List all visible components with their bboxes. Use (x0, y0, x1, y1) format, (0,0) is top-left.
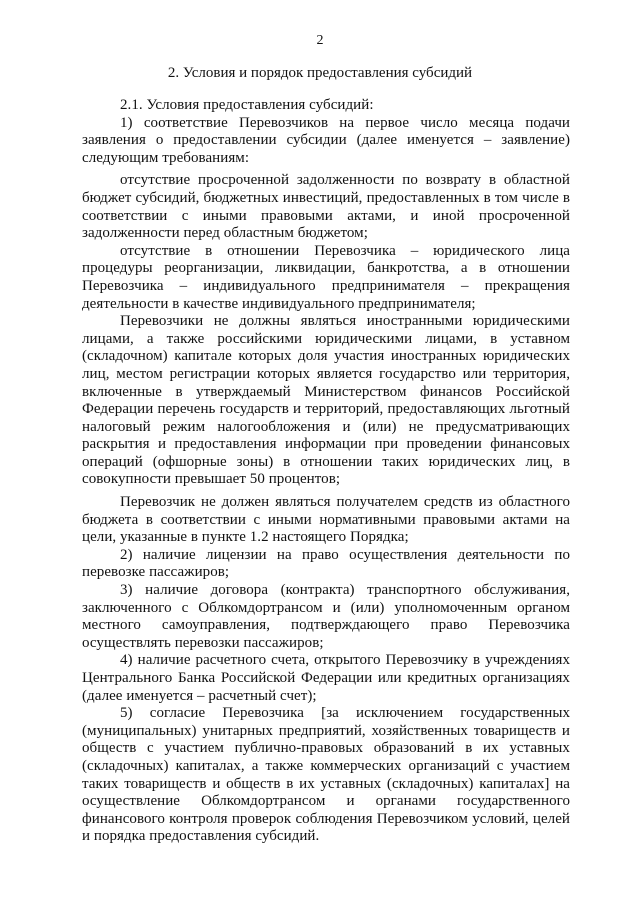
paragraph-not-recipient: Перевозчик не должен являться получателем средств из областного бюджета в соответствии с иными нормативными правовыми актами на цели, указанные в пункте 1.2 настоящего Порядка; (82, 494, 570, 546)
paragraph-condition-4: 4) наличие расчетного счета, открытого Перевозчику в учреждениях Центрального Банка Российской Федерации или кредитных организациях (далее именуется – расчетный счет); (82, 652, 570, 704)
paragraph-no-reorganization: отсутствие в отношении Перевозчика – юридического лица процедуры реорганизации, ликвидации, банкротства, а в отношении Перевозчика – индивидуального предпринимателя – прекращения деятельности в качестве индивидуального предпринимателя; (82, 242, 570, 312)
page-number: 2 (316, 33, 324, 48)
paragraph-condition-2: 2) наличие лицензии на право осуществления деятельности по перевозке пассажиров; (82, 546, 570, 581)
paragraph-subsection-heading: 2.1. Условия предоставления субсидий: (120, 97, 374, 113)
paragraph-condition-1: 1) соответствие Перевозчиков на первое число месяца подачи заявления о предоставлении субсидии (далее именуется – заявление) следующим требованиям: (82, 114, 570, 166)
section-title: 2. Условия и порядок предоставления субсидий (167, 65, 473, 81)
paragraph-condition-3: 3) наличие договора (контракта) транспортного обслуживания, заключенного с Облкомдортрансом и (или) уполномоченным органом местного самоуправления, подтверждающего право Перевозчика осуществлять перевозки пассажиров; (82, 582, 570, 651)
paragraph-condition-5: 5) согласие Перевозчика [за исключением государственных (муниципальных) унитарных предприятий, хозяйственных товариществ и обществ с участием публично-правовых образований в их уставных (складочных) капиталах, а также коммерческих организаций с участием таких товариществ и обществ в их уставных (складочных) капиталах] на осуществление Облкомдортрансом и органами государственного финансового контроля проверок соблюдения Перевозчиком условий, целей и порядка предоставления субсидий. (82, 705, 570, 845)
paragraph-no-debt: отсутствие просроченной задолженности по возврату в областной бюджет субсидий, бюджетных инвестиций, предоставленных в том числе в соответствии с иными правовыми актами, и иной просроченной задолженности перед областным бюджетом; (82, 172, 570, 242)
paragraph-not-foreign: Перевозчики не должны являться иностранными юридическими лицами, а также российскими юридическими лицами, в уставном (складочном) капитале которых доля участия иностранных юридических лиц, местом регистрации которых является государство или территория, включенные в утверждаемый Министерством финансов Российской Федерации перечень государств и территорий, предоставляющих льготный налоговый режим налогообложения и (или) не предусматривающих раскрытия и предоставления информации при проведении финансовых операций (офшорные зоны) в отношении таких юридических лиц, в совокупности превышает 50 процентов; (82, 313, 570, 488)
document-body (82, 97, 570, 846)
